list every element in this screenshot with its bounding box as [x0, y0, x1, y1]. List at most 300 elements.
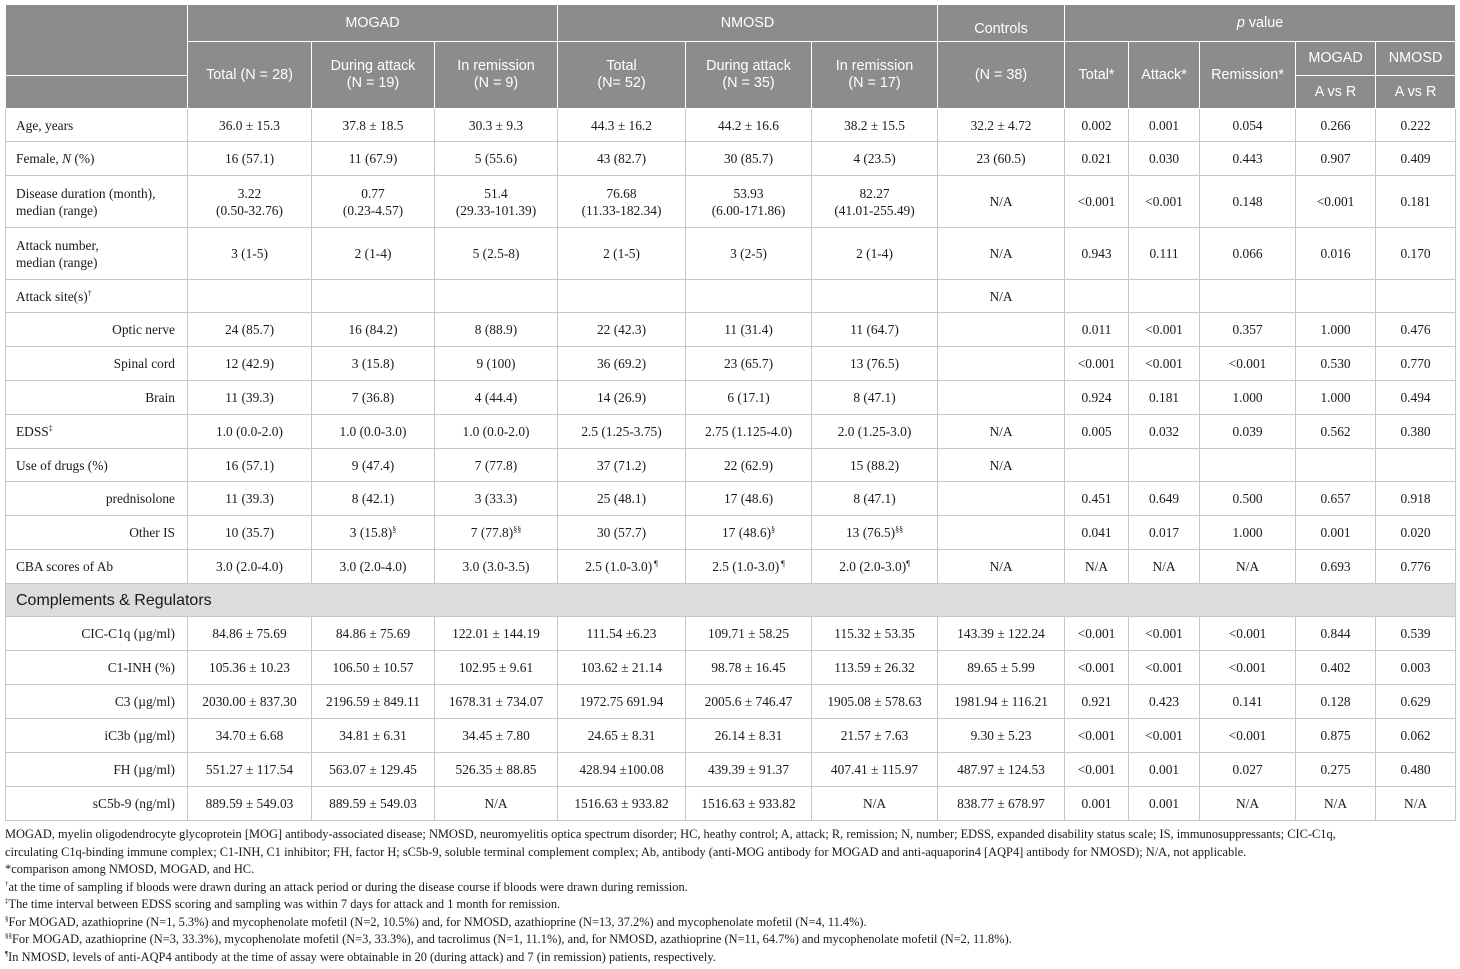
- header-pvalue-p: p: [1236, 14, 1245, 31]
- cell: 487.97 ± 124.53: [938, 753, 1065, 787]
- cell: 1.0 (0.0-2.0): [435, 415, 558, 449]
- row-label: prednisolone: [6, 482, 188, 516]
- header-nmosd-attack-label: During attack: [706, 58, 791, 74]
- footnote-mark: ‡: [5, 897, 9, 905]
- cell: 37.8 ± 18.5: [312, 109, 435, 142]
- footnote-section: [5, 914, 1455, 932]
- row-label: Use of drugs (%): [6, 449, 188, 482]
- cell: 16 (84.2): [312, 313, 435, 347]
- table-row: [6, 617, 1456, 651]
- cell: [1065, 449, 1129, 482]
- cell: 0.921: [1065, 685, 1129, 719]
- cell-line: 53.93: [733, 185, 764, 201]
- cell: 30 (85.7): [686, 142, 812, 176]
- cell: 103.62 ± 21.14: [558, 651, 686, 685]
- cell: 8 (88.9): [435, 313, 558, 347]
- cell: 143.39 ± 122.24: [938, 617, 1065, 651]
- footnote-text: at the time of sampling if bloods were drawn during an attack period or during the disease course if bloods were drawn during remission.: [8, 879, 688, 894]
- cell-value: 2.5 (1.0-3.0): [712, 559, 780, 574]
- cell: 122.01 ± 144.19: [435, 617, 558, 651]
- cell: 1.0 (0.0-3.0): [312, 415, 435, 449]
- cell: N/A: [1200, 550, 1296, 584]
- cell: 98.78 ± 16.45: [686, 651, 812, 685]
- cell: 23 (60.5): [938, 142, 1065, 176]
- header-nmosd-remission: [812, 42, 938, 109]
- cell: [188, 176, 312, 228]
- cell: [1296, 449, 1376, 482]
- cell: 0.011: [1065, 313, 1129, 347]
- cell: 2.0 (1.25-3.0): [812, 415, 938, 449]
- cell-line: 3.22: [237, 185, 262, 201]
- table-row: [6, 109, 1456, 142]
- cell-line: (0.23-4.57): [342, 202, 404, 218]
- row-label: CBA scores of Ab: [6, 550, 188, 584]
- cell: 4 (23.5): [812, 142, 938, 176]
- cell-line: (29.33-101.39): [455, 202, 537, 218]
- cell: [686, 516, 812, 550]
- cell: [1065, 280, 1129, 313]
- cell: N/A: [435, 787, 558, 821]
- row-label: Other IS: [6, 516, 188, 550]
- cell: 1.000: [1296, 381, 1376, 415]
- cell: [1129, 449, 1200, 482]
- cell: <0.001: [1129, 651, 1200, 685]
- cell: N/A: [1296, 787, 1376, 821]
- cell: 889.59 ± 549.03: [188, 787, 312, 821]
- row-label: [6, 142, 188, 176]
- row-label: Spinal cord: [6, 347, 188, 381]
- footnote-text: The time interval between EDSS scoring and sampling was within 7 days for attack and 1 month for remission.: [8, 897, 561, 911]
- row-label: CIC-C1q (µg/ml): [6, 617, 188, 651]
- cell: 0.275: [1296, 753, 1376, 787]
- cell: [686, 176, 812, 228]
- header-pv-remission: Remission*: [1200, 42, 1296, 109]
- header-row-2: [6, 42, 1456, 76]
- cell: 34.70 ± 6.68: [188, 719, 312, 753]
- cell: 0.693: [1296, 550, 1376, 584]
- cell: 0.148: [1200, 176, 1296, 228]
- footnote-mark: ‡: [48, 424, 53, 433]
- cell: [435, 550, 558, 584]
- cell: 2 (1-5): [558, 228, 686, 280]
- cell-value: 7 (77.8): [470, 525, 514, 540]
- cell: 3 (1-5): [188, 228, 312, 280]
- cell-line: 82.27: [859, 185, 890, 201]
- cell: 12 (42.9): [188, 347, 312, 381]
- cell: 2.5 (1.25-3.75): [558, 415, 686, 449]
- header-corner-bottom: [6, 76, 188, 109]
- cell: 0.380: [1376, 415, 1456, 449]
- cell: 0.266: [1296, 109, 1376, 142]
- cell: 1516.63 ± 933.82: [558, 787, 686, 821]
- cell: 0.844: [1296, 617, 1376, 651]
- cell: 106.50 ± 10.57: [312, 651, 435, 685]
- cell: [938, 482, 1065, 516]
- row-label: Age, years: [6, 109, 188, 142]
- cell-line: (0.50-32.76): [216, 202, 283, 218]
- header-mogad-remission-label: In remission: [457, 58, 535, 74]
- cell: 109.71 ± 58.25: [686, 617, 812, 651]
- cell: [312, 516, 435, 550]
- cell: [1376, 280, 1456, 313]
- footnote-abbreviations: MOGAD, myelin oligodendrocyte glycoprotein [MOG] antibody-associated disease; NMOSD, neuromyelitis optica spectrum disorder; HC, heathy control; A, attack; R, remission; N, number; EDSS, expanded disability status scale; IS, immunosuppressants; CIC-C1q,: [5, 827, 1336, 841]
- cell: [312, 176, 435, 228]
- cell-line: (6.00-171.86): [711, 202, 786, 218]
- cell: [812, 176, 938, 228]
- cell: 1972.75 691.94: [558, 685, 686, 719]
- cell-value: 13 (76.5): [845, 525, 896, 540]
- cell: 44.2 ± 16.6: [686, 109, 812, 142]
- cell: 0.181: [1376, 176, 1456, 228]
- cell: <0.001: [1065, 176, 1129, 228]
- footnote-mark: †: [5, 879, 9, 888]
- header-mogad-attack-label: During attack: [330, 58, 416, 74]
- cell: 23 (65.7): [686, 347, 812, 381]
- cell: 0.423: [1129, 685, 1200, 719]
- cell: 0.476: [1376, 313, 1456, 347]
- row-label: Brain: [6, 381, 188, 415]
- cell: N/A: [1065, 550, 1129, 584]
- cell-value: 3.0 (2.0-4.0): [216, 559, 283, 574]
- footnote-mark: §: [771, 525, 776, 534]
- cell: 889.59 ± 549.03: [312, 787, 435, 821]
- cell: [188, 280, 312, 313]
- footnote-mark: ¶: [5, 949, 9, 958]
- section-title: Complements & Regulators: [6, 584, 1456, 617]
- cell: N/A: [812, 787, 938, 821]
- cell-value: 3.0 (2.0-4.0): [339, 559, 407, 574]
- cell: 0.539: [1376, 617, 1456, 651]
- cell: 24.65 ± 8.31: [558, 719, 686, 753]
- cell: 89.65 ± 5.99: [938, 651, 1065, 685]
- cell: [1296, 280, 1376, 313]
- footnote-star: *comparison among NMOSD, MOGAD, and HC.: [5, 862, 255, 876]
- data-table: [5, 4, 1456, 821]
- cell: 0.943: [1065, 228, 1129, 280]
- cell: [558, 550, 686, 584]
- cell: [938, 516, 1065, 550]
- cell: 838.77 ± 678.97: [938, 787, 1065, 821]
- header-pv-nmosd: NMOSD: [1376, 42, 1456, 76]
- cell: [435, 176, 558, 228]
- cell-value: 30 (57.7): [596, 525, 647, 540]
- footnote-abbreviations-cont: circulating C1q-binding immune complex; C1-INH, C1 inhibitor; FH, factor H; sC5b-9, soluble terminal complement complex; Ab, antibody (anti-MOG antibody for MOGAD and anti-aquaporin4 [AQP4] antibody for NMOSD); N/A, not applicable.: [5, 844, 1247, 859]
- cell: 0.649: [1129, 482, 1200, 516]
- table-container: [5, 4, 1455, 821]
- row-label-part: Female,: [16, 151, 63, 166]
- cell: N/A: [1376, 787, 1456, 821]
- cell: 0.016: [1296, 228, 1376, 280]
- footnote-mark: ¶: [906, 559, 910, 568]
- cell-value: 3.0 (3.0-3.5): [462, 559, 530, 574]
- row-label-line: median (range): [16, 254, 98, 270]
- header-row-1: [6, 5, 1456, 42]
- header-nmosd-remission-label: In remission: [835, 58, 914, 74]
- cell: 25 (48.1): [558, 482, 686, 516]
- cell: 11 (67.9): [312, 142, 435, 176]
- cell: [435, 516, 558, 550]
- table-row: [6, 228, 1456, 280]
- cell: 0.875: [1296, 719, 1376, 753]
- header-pvalue: [1065, 5, 1456, 42]
- cell: 22 (42.3): [558, 313, 686, 347]
- header-nmosd-remission-n: (N = 17): [848, 75, 901, 91]
- footnote-mark: §§: [5, 932, 12, 940]
- cell: [312, 280, 435, 313]
- row-label: Optic nerve: [6, 313, 188, 347]
- cell: 439.39 ± 91.37: [686, 753, 812, 787]
- cell: 3 (15.8): [312, 347, 435, 381]
- cell: 36 (69.2): [558, 347, 686, 381]
- header-nmosd: NMOSD: [558, 5, 938, 42]
- cell: [1376, 449, 1456, 482]
- cell: 3 (33.3): [435, 482, 558, 516]
- cell: 84.86 ± 75.69: [188, 617, 312, 651]
- table-row: [6, 347, 1456, 381]
- cell-line: 76.68: [606, 185, 637, 201]
- cell: <0.001: [1129, 313, 1200, 347]
- cell: 1.000: [1296, 313, 1376, 347]
- cell: [1129, 280, 1200, 313]
- cell: 1516.63 ± 933.82: [686, 787, 812, 821]
- cell: 0.500: [1200, 482, 1296, 516]
- footnote-mark: †: [87, 288, 92, 298]
- table-row: [6, 685, 1456, 719]
- cell: [938, 313, 1065, 347]
- cell-value: 17 (48.6): [721, 525, 772, 540]
- cell: 0.530: [1296, 347, 1376, 381]
- cell: 2030.00 ± 837.30: [188, 685, 312, 719]
- cell: [312, 550, 435, 584]
- cell: 38.2 ± 15.5: [812, 109, 938, 142]
- cell: 8 (47.1): [812, 381, 938, 415]
- cell: [812, 550, 938, 584]
- cell: <0.001: [1129, 719, 1200, 753]
- cell: 1678.31 ± 734.07: [435, 685, 558, 719]
- cell: 11 (31.4): [686, 313, 812, 347]
- cell: 1.0 (0.0-2.0): [188, 415, 312, 449]
- cell: 0.066: [1200, 228, 1296, 280]
- cell: <0.001: [1200, 617, 1296, 651]
- cell: N/A: [938, 449, 1065, 482]
- table-row: [6, 176, 1456, 228]
- cell: 11 (39.3): [188, 482, 312, 516]
- header-controls: Controls: [938, 5, 1065, 42]
- table-row: [6, 482, 1456, 516]
- cell: 0.770: [1376, 347, 1456, 381]
- cell: N/A: [938, 176, 1065, 228]
- cell: 0.003: [1376, 651, 1456, 685]
- header-mogad-total: Total (N = 28): [188, 42, 312, 109]
- table-row: [6, 787, 1456, 821]
- cell: 43 (82.7): [558, 142, 686, 176]
- header-corner: [6, 5, 188, 76]
- row-label-line: Attack number,: [16, 237, 99, 253]
- cell: <0.001: [1200, 651, 1296, 685]
- cell: 0.001: [1129, 753, 1200, 787]
- cell: 407.41 ± 115.97: [812, 753, 938, 787]
- cell: 0.017: [1129, 516, 1200, 550]
- cell: 0.039: [1200, 415, 1296, 449]
- cell: 428.94 ±100.08: [558, 753, 686, 787]
- cell: 526.35 ± 88.85: [435, 753, 558, 787]
- cell: 0.451: [1065, 482, 1129, 516]
- table-row: [6, 719, 1456, 753]
- header-pv-attack: Attack*: [1129, 42, 1200, 109]
- cell: <0.001: [1065, 753, 1129, 787]
- cell: <0.001: [1200, 719, 1296, 753]
- cell-value: 3 (15.8): [349, 525, 393, 540]
- cell: 1905.08 ± 578.63: [812, 685, 938, 719]
- header-mogad-attack-n: (N = 19): [346, 75, 400, 91]
- row-label-italic: N: [62, 151, 72, 166]
- cell: 111.54 ±6.23: [558, 617, 686, 651]
- cell: <0.001: [1065, 347, 1129, 381]
- cell: 2 (1-4): [312, 228, 435, 280]
- cell: 0.062: [1376, 719, 1456, 753]
- cell: 4 (44.4): [435, 381, 558, 415]
- table-row: [6, 753, 1456, 787]
- cell: 0.054: [1200, 109, 1296, 142]
- cell: 21.57 ± 7.63: [812, 719, 938, 753]
- row-label-text: EDSS: [16, 424, 49, 439]
- row-label: [6, 280, 188, 313]
- cell: <0.001: [1129, 617, 1200, 651]
- cell: 1.000: [1200, 381, 1296, 415]
- cell: 15 (88.2): [812, 449, 938, 482]
- cell: 2196.59 ± 849.11: [312, 685, 435, 719]
- cell: 0.907: [1296, 142, 1376, 176]
- row-label: C1-INH (%): [6, 651, 188, 685]
- cell: 1.000: [1200, 516, 1296, 550]
- header-mogad-remission-n: (N = 9): [473, 75, 519, 91]
- row-label-line: median (range): [16, 202, 98, 218]
- cell: 9.30 ± 5.23: [938, 719, 1065, 753]
- header-nmosd-attack-n: (N = 35): [722, 75, 775, 91]
- cell-value: 2.0 (2.0-3.0): [839, 559, 907, 574]
- cell: [558, 516, 686, 550]
- header-nmosd-total: [558, 42, 686, 109]
- cell: 34.81 ± 6.31: [312, 719, 435, 753]
- cell: 0.001: [1129, 109, 1200, 142]
- row-label: sC5b-9 (ng/ml): [6, 787, 188, 821]
- cell: 0.629: [1376, 685, 1456, 719]
- footnote-dagger: [5, 879, 1455, 897]
- cell: <0.001: [1065, 617, 1129, 651]
- cell: 36.0 ± 15.3: [188, 109, 312, 142]
- footnote-mark: §: [392, 525, 397, 534]
- footnote-text: For MOGAD, azathioprine (N=1, 5.3%) and mycophenolate mofetil (N=2, 10.5%) and, for NMOSD, azathioprine (N=13, 37.2%) and mycophenolate mofetil (N=4, 11.4%).: [8, 914, 867, 929]
- table-row: [6, 381, 1456, 415]
- cell: 1981.94 ± 116.21: [938, 685, 1065, 719]
- footnote-double-section: [5, 931, 1455, 949]
- cell: [938, 381, 1065, 415]
- cell: 0.021: [1065, 142, 1129, 176]
- cell: 32.2 ± 4.72: [938, 109, 1065, 142]
- cell: 9 (100): [435, 347, 558, 381]
- cell: 7 (36.8): [312, 381, 435, 415]
- footnote-mark: §: [5, 914, 9, 923]
- cell: 105.36 ± 10.23: [188, 651, 312, 685]
- table-row: [6, 142, 1456, 176]
- cell: [558, 176, 686, 228]
- cell: 0.657: [1296, 482, 1376, 516]
- table-row: [6, 449, 1456, 482]
- cell: 24 (85.7): [188, 313, 312, 347]
- cell: 102.95 ± 9.61: [435, 651, 558, 685]
- row-label-part: (%): [71, 151, 95, 166]
- cell: 113.59 ± 26.32: [812, 651, 938, 685]
- cell: 0.041: [1065, 516, 1129, 550]
- cell: 0.480: [1376, 753, 1456, 787]
- cell: 11 (39.3): [188, 381, 312, 415]
- cell: 0.562: [1296, 415, 1376, 449]
- cell: [1200, 280, 1296, 313]
- header-nmosd-total-n: (N= 52): [597, 75, 646, 91]
- cell: 0.443: [1200, 142, 1296, 176]
- cell: <0.001: [1129, 347, 1200, 381]
- cell: 5 (2.5-8): [435, 228, 558, 280]
- header-pvalue-rest: value: [1244, 14, 1284, 31]
- cell: 2.75 (1.125-4.0): [686, 415, 812, 449]
- table-row: [6, 516, 1456, 550]
- cell: N/A: [938, 415, 1065, 449]
- table-row: [6, 550, 1456, 584]
- row-label: [6, 228, 188, 280]
- cell: 563.07 ± 129.45: [312, 753, 435, 787]
- cell: [812, 280, 938, 313]
- cell: 8 (42.1): [312, 482, 435, 516]
- cell: 17 (48.6): [686, 482, 812, 516]
- cell: <0.001: [1129, 176, 1200, 228]
- cell: 0.924: [1065, 381, 1129, 415]
- cell: N/A: [1200, 787, 1296, 821]
- row-label: C3 (µg/ml): [6, 685, 188, 719]
- cell: 8 (47.1): [812, 482, 938, 516]
- cell: 0.776: [1376, 550, 1456, 584]
- cell: 0.141: [1200, 685, 1296, 719]
- row-label: FH (µg/ml): [6, 753, 188, 787]
- footnote-mark: §§: [895, 525, 904, 534]
- cell: 0.002: [1065, 109, 1129, 142]
- header-controls-n: (N = 38): [938, 42, 1065, 109]
- cell: <0.001: [1200, 347, 1296, 381]
- cell: <0.001: [1065, 651, 1129, 685]
- footnote-text: In NMOSD, levels of anti-AQP4 antibody at the time of assay were obtainable in 20 (during attack) and 7 (in remission) patients, respectively.: [8, 949, 716, 964]
- cell: 26.14 ± 8.31: [686, 719, 812, 753]
- cell: 84.86 ± 75.69: [312, 617, 435, 651]
- cell: 13 (76.5): [812, 347, 938, 381]
- row-label: [6, 176, 188, 228]
- cell: [812, 516, 938, 550]
- cell: 0.001: [1296, 516, 1376, 550]
- cell: 0.222: [1376, 109, 1456, 142]
- cell: 14 (26.9): [558, 381, 686, 415]
- cell: 0.020: [1376, 516, 1456, 550]
- cell: 16 (57.1): [188, 142, 312, 176]
- table-footnotes: [5, 826, 1455, 966]
- cell: 2 (1-4): [812, 228, 938, 280]
- cell: 0.032: [1129, 415, 1200, 449]
- cell: 0.402: [1296, 651, 1376, 685]
- cell: N/A: [938, 550, 1065, 584]
- cell: 9 (47.4): [312, 449, 435, 482]
- header-mogad: MOGAD: [188, 5, 558, 42]
- cell: 0.918: [1376, 482, 1456, 516]
- header-mogad-attack: [312, 42, 435, 109]
- row-label-line: Disease duration (month),: [16, 185, 156, 201]
- cell: 2005.6 ± 746.47: [686, 685, 812, 719]
